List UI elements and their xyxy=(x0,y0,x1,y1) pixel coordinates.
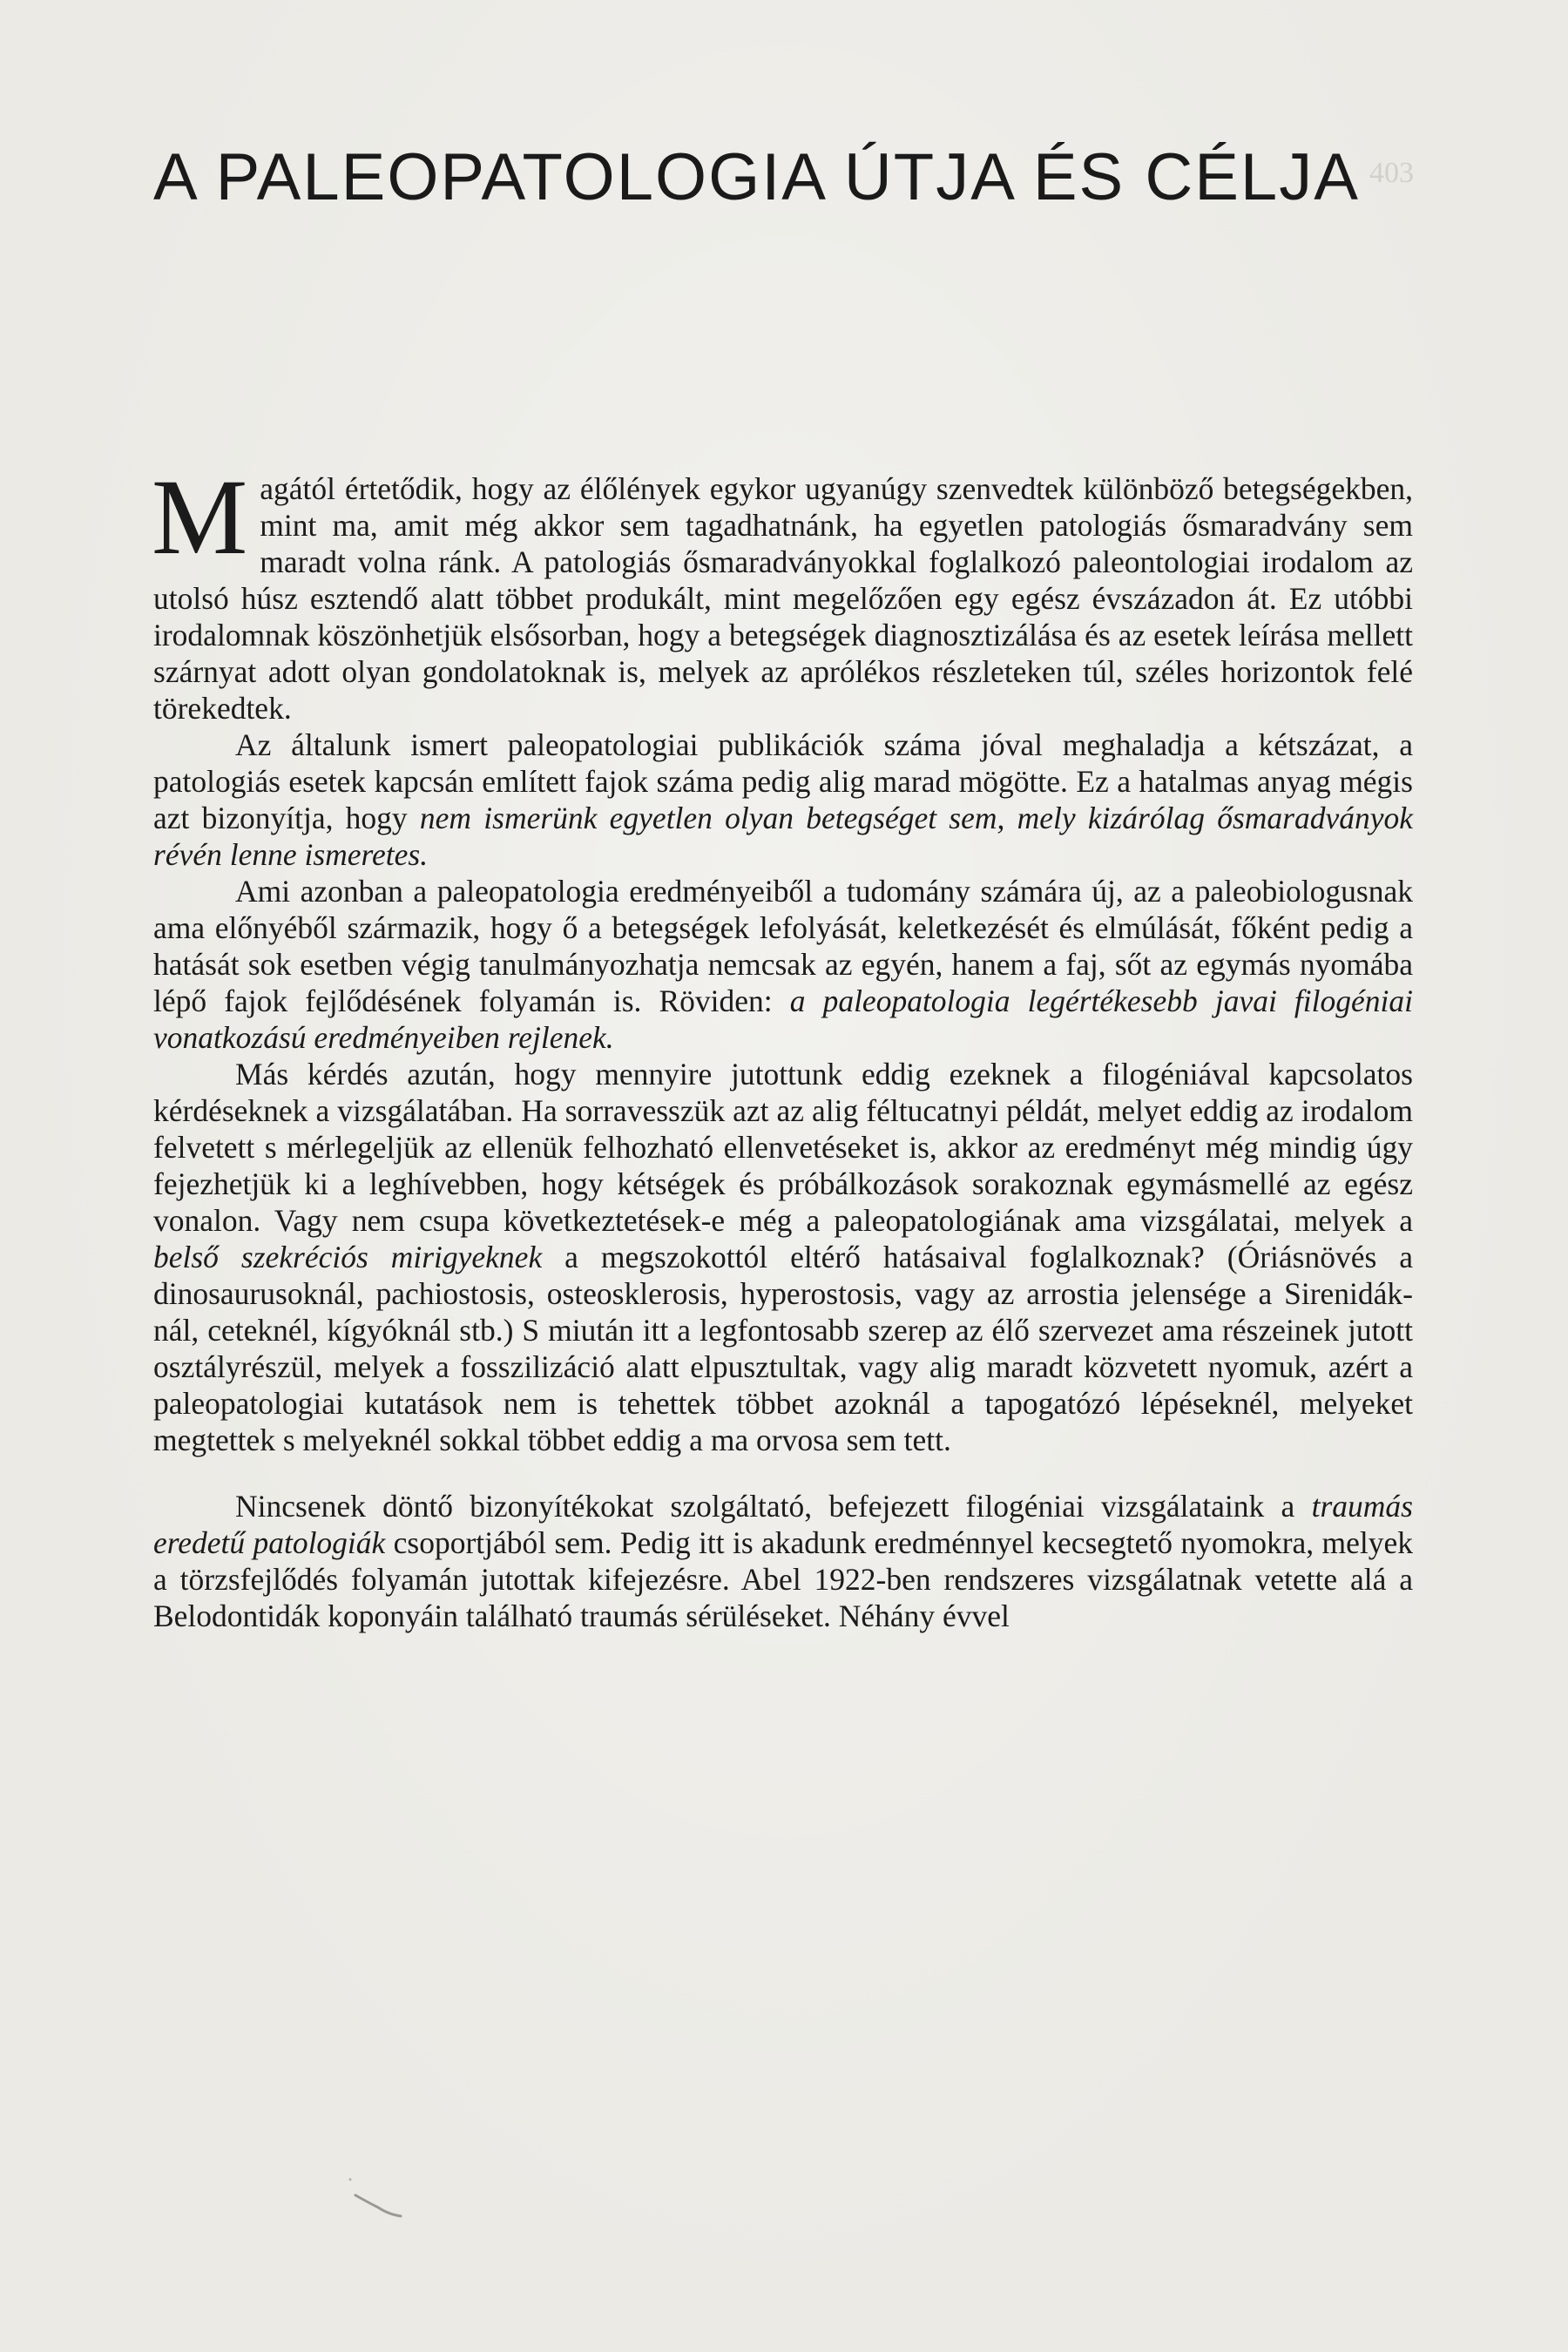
drop-cap: M xyxy=(152,457,248,577)
text-run: a megszokottól eltérő hatásaival foglalkoznak? (Óriásnövés a dinosaurusoknál, pachiostosis, osteosklerosis, hyperostosis, vagy az arrostia jelensége a Sirenidák-nál, ceteknél, kígyóknál stb.) S miután itt a legfontosabb szerep az élő szervezet ama részeinek jutott osztályrészül, melyek a fosszilizáció alatt elpusztultak, vagy alig maradt közvetett nyomuk, azért a paleopatologiai kutatások nem is tehettek többet azoknál a tapogatózó lépéseknél, melyeket megtettek s melyeknél sokkal többet eddig a ma orvosa sem tett. xyxy=(153,1240,1413,1457)
paragraph xyxy=(152,457,1413,727)
text-run: csoportjából sem. Pedig itt is akadunk eredménnyel kecsegtető nyomokra, melyek a törzsfejlődés folyamán jutottak kifejezésre. Abel 1922-ben rendszeres vizsgálatnak vetette alá a Belodontidák koponyáin található traumás sérüléseket. Néhány évvel xyxy=(153,1525,1413,1633)
italic-text: a paleopatologia legértékesebb javai filogéniai vonatkozású eredményeiben rejlenek. xyxy=(153,983,1413,1055)
italic-text: nem ismerünk egyetlen olyan betegséget sem, mely kizárólag ősmaradványok révén lenne ismeretes. xyxy=(153,801,1413,872)
page-number: 403 xyxy=(1369,157,1414,189)
text-run: Az általunk ismert paleopatologiai publikációk száma jóval meghaladja a kétszázat, a patologiás esetek kapcsán említett fajok száma pedig alig marad mögötte. Ez a hatalmas anyag mégis azt bizonyítja, hogy xyxy=(153,727,1413,835)
text-run: Más kérdés azután, hogy mennyire jutottunk eddig ezeknek a filogéniával kapcsolatos kérdéseknek a vizsgálatában. Ha sorravesszük azt az alig féltucatnyi példát, melyet eddig az irodalom felvetett s mérlegeljük az ellenük felhozható ellenvetéseket is, akkor az eredményt még mindig úgy fejezhetjük ki a leghívebben, hogy kétségek és próbálkozások sorakoznak egymásmellé az egész vonalon. Vagy nem csupa következtetések-e még a paleopatologiának ama vizsgálatai, melyek a xyxy=(153,1057,1413,1238)
paragraph xyxy=(153,727,1413,873)
article-body xyxy=(152,457,1413,1634)
paper-speck-mark xyxy=(348,2178,418,2221)
italic-text: belső szekréciós mirigyeknek xyxy=(153,1240,543,1274)
page-title: A PALEOPATOLOGIA ÚTJA ÉS CÉLJA xyxy=(153,140,1360,214)
text-run: Ami azonban a paleopatologia eredményeiből a tudomány számára új, az a paleobiologusnak ama előnyéből származik, hogy ő a betegségek lefolyását, keletkezését és elmúlását, főként pedig a hatását sok esetben végig tanulmányozhatja nemcsak az egyén, hanem a faj, sőt az egymás nyomába lépő fajok fejlődésének folyamán is. Röviden: xyxy=(153,874,1413,1018)
paragraph xyxy=(153,1488,1413,1634)
paragraph xyxy=(153,1056,1413,1458)
paragraph xyxy=(153,873,1413,1056)
italic-text: traumás eredetű patologiák xyxy=(153,1489,1413,1560)
text-run: agától értetődik, hogy az élőlények egykor ugyanúgy szenvedtek különböző betegségekben, mint ma, amit még akkor sem tagadhatnánk, ha egyetlen patologiás ősmaradvány sem maradt volna ránk. A patologiás ősmaradványokkal foglalkozó paleontologiai irodalom az utolsó húsz esztendő alatt többet produkált, mint megelőzően egy egész évszázadon át. Ez utóbbi irodalomnak köszönhetjük elsősorban, hogy a betegségek diagnosztizálása és az esetek leírása mellett szárnyat adott olyan gondolatoknak is, melyek az aprólékos részleteken túl, széles horizontok felé törekedtek. xyxy=(153,471,1413,726)
text-run: Nincsenek döntő bizonyítékokat szolgáltató, befejezett filogéniai vizsgálataink a xyxy=(235,1489,1312,1524)
